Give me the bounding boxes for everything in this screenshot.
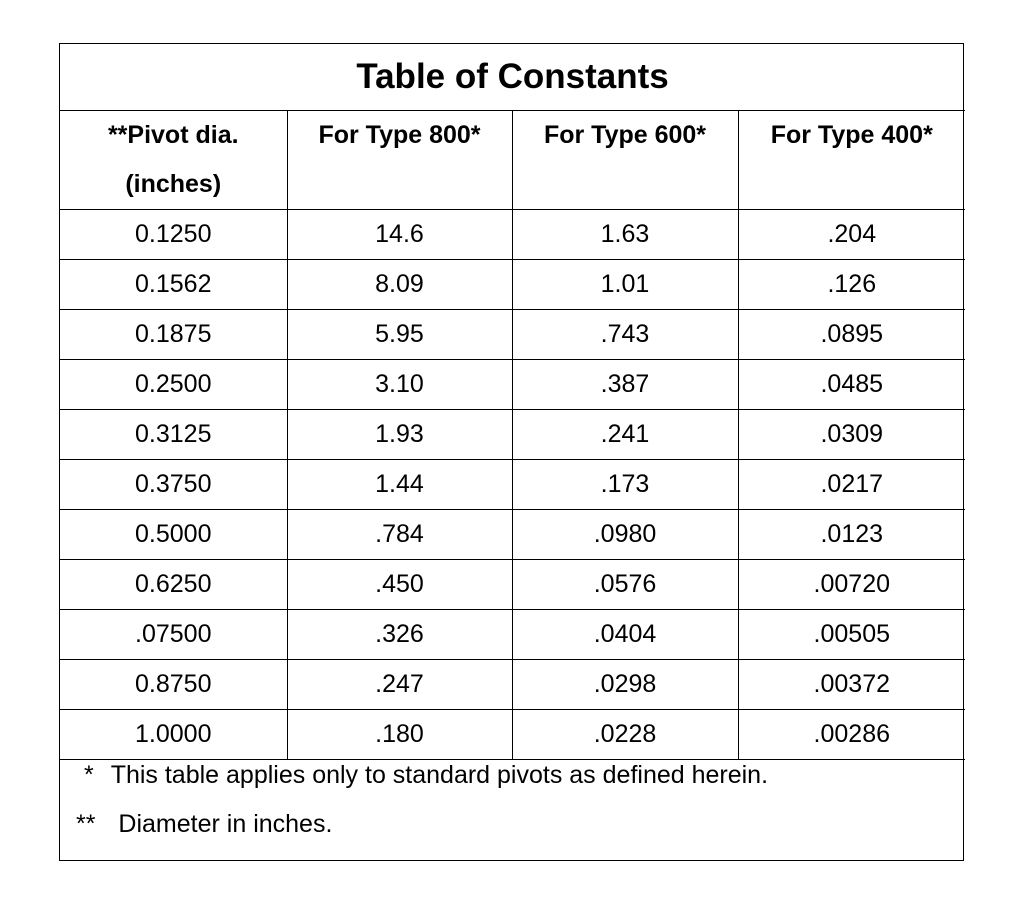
cell-pivot-dia: 0.1875 [60,310,287,360]
header-type-600: For Type 600* [512,111,738,210]
cell-type-600: 1.01 [512,260,738,310]
cell-type-600: .0298 [512,660,738,710]
cell-type-800: 1.44 [287,460,512,510]
cell-type-800: .326 [287,610,512,660]
table-title: Table of Constants [60,44,965,111]
header-pivot-dia-line2: (inches) [125,170,222,198]
cell-type-400: .00720 [738,560,965,610]
cell-pivot-dia: 0.1250 [60,210,287,260]
header-pivot-dia [60,111,287,210]
table-row [60,460,965,510]
cell-type-400: .00286 [738,710,965,760]
cell-type-800: 1.93 [287,410,512,460]
table-row [60,560,965,610]
cell-type-600: .173 [512,460,738,510]
cell-type-400: .126 [738,260,965,310]
cell-type-800: .180 [287,710,512,760]
header-type-800: For Type 800* [287,111,512,210]
table-row [60,260,965,310]
cell-type-800: 8.09 [287,260,512,310]
cell-type-800: .247 [287,660,512,710]
footnote-text: Diameter in inches. [118,810,333,838]
cell-type-600: 1.63 [512,210,738,260]
header-row [60,111,965,210]
table-row [60,660,965,710]
cell-pivot-dia: 0.3125 [60,410,287,460]
table-row [60,710,965,760]
footnote-mark: ** [76,810,96,838]
cell-type-600: .0404 [512,610,738,660]
cell-type-600: .241 [512,410,738,460]
constants-table [60,44,965,760]
cell-pivot-dia: 0.1562 [60,260,287,310]
table-row [60,360,965,410]
cell-type-400: .204 [738,210,965,260]
cell-type-600: .0576 [512,560,738,610]
cell-type-600: .743 [512,310,738,360]
cell-type-600: .0980 [512,510,738,560]
cell-pivot-dia: 0.6250 [60,560,287,610]
cell-type-800: 5.95 [287,310,512,360]
cell-type-400: .0123 [738,510,965,560]
cell-type-800: .784 [287,510,512,560]
footnote-single-star [84,761,768,790]
cell-pivot-dia: 0.2500 [60,360,287,410]
cell-type-800: 14.6 [287,210,512,260]
cell-type-400: .00372 [738,660,965,710]
cell-type-800: .450 [287,560,512,610]
cell-pivot-dia: .07500 [60,610,287,660]
cell-type-400: .00505 [738,610,965,660]
cell-type-400: .0895 [738,310,965,360]
constants-table-frame [59,43,964,861]
footnote-text: This table applies only to standard pivots as defined herein. [110,761,769,789]
header-pivot-dia-line1: **Pivot dia. [107,121,239,149]
cell-pivot-dia: 1.0000 [60,710,287,760]
footnote-mark: * [84,761,94,789]
cell-type-400: .0217 [738,460,965,510]
cell-type-400: .0309 [738,410,965,460]
table-row [60,510,965,560]
footnote-double-star [76,810,332,839]
table-row [60,210,965,260]
table-row [60,310,965,360]
cell-type-800: 3.10 [287,360,512,410]
table-row [60,410,965,460]
cell-pivot-dia: 0.8750 [60,660,287,710]
cell-type-600: .387 [512,360,738,410]
cell-type-400: .0485 [738,360,965,410]
table-row [60,610,965,660]
cell-pivot-dia: 0.5000 [60,510,287,560]
cell-type-600: .0228 [512,710,738,760]
cell-pivot-dia: 0.3750 [60,460,287,510]
header-type-400: For Type 400* [738,111,965,210]
table-title-row [60,44,965,111]
